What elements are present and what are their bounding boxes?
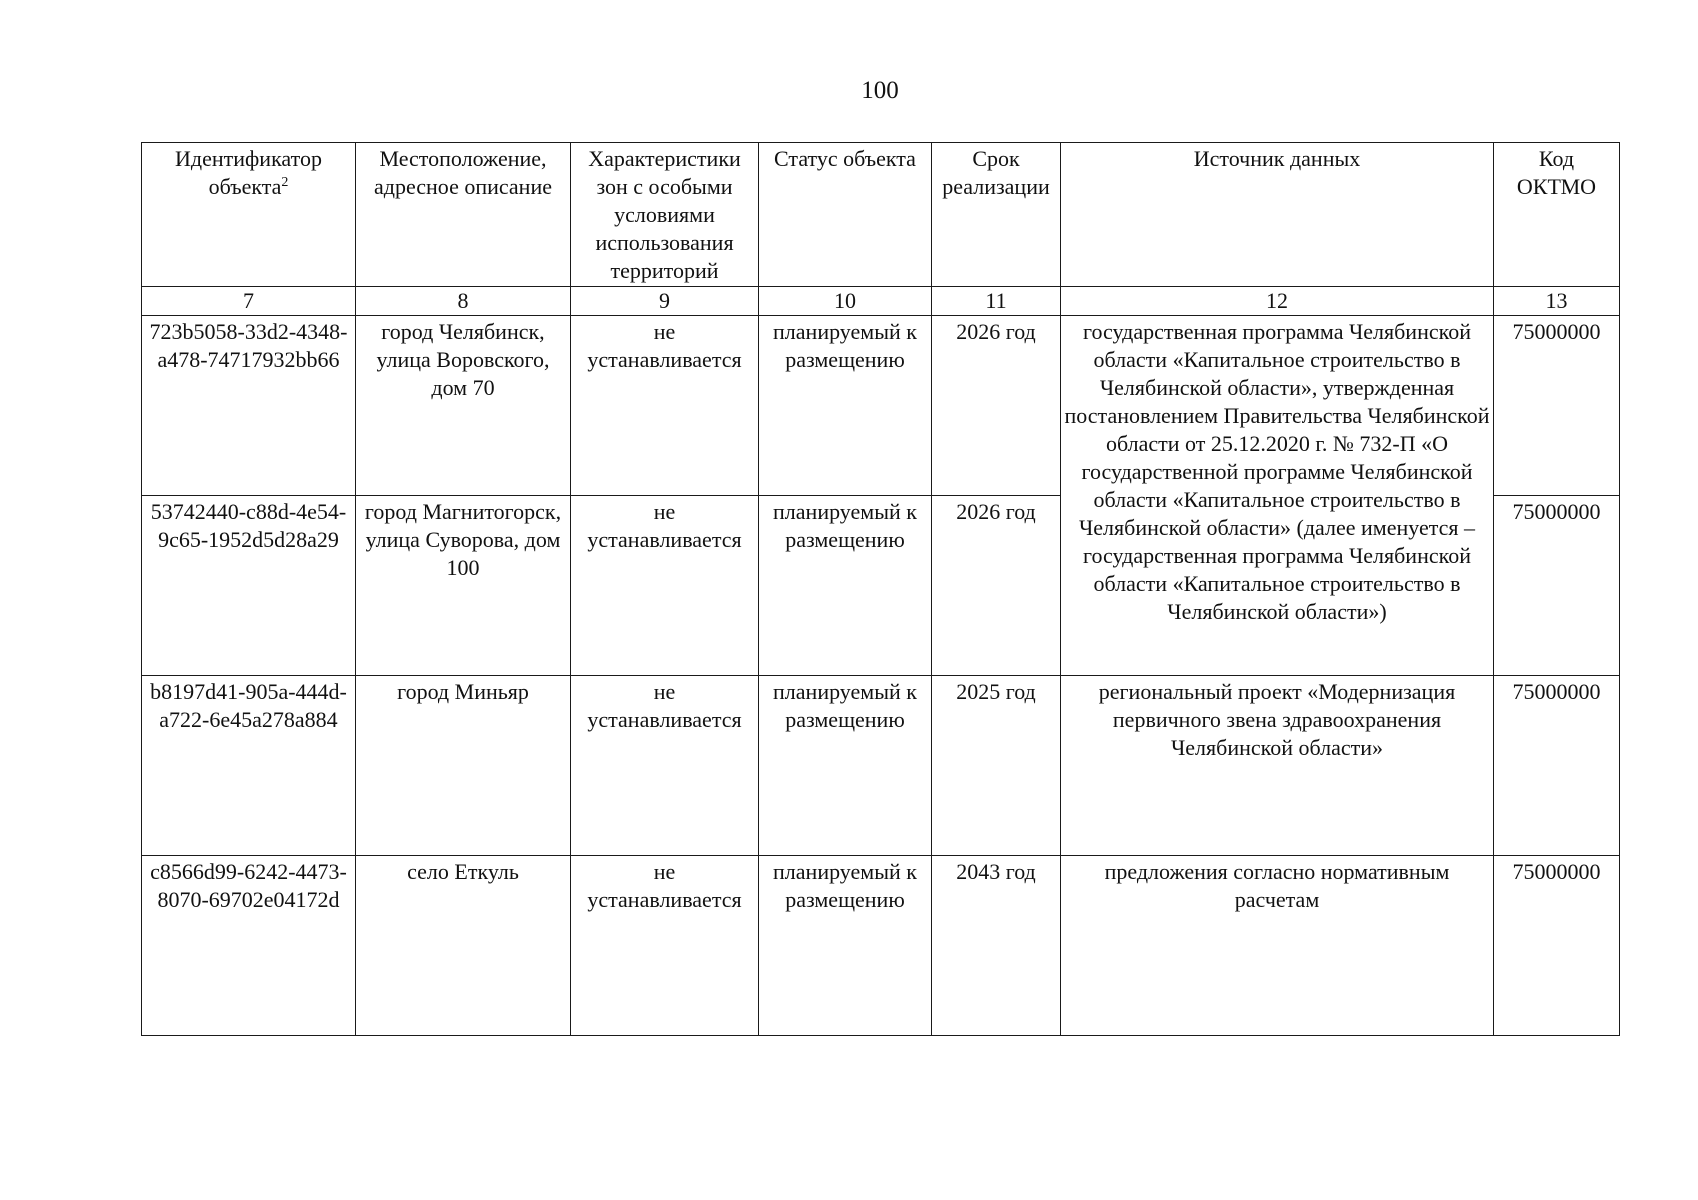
source-cell-merged: государственная программа Челябинской области «Капитальное строительство в Челябинской области», утвержденная постановлением Правительства Челябинской области от 25.12.2020 г. № 732-П «О государственной программе Челябинской области «Капитальное строительство в Челябинской области» (далее именуется – государственная программа Челябинской области «Капитальное строительство в Челябинской области») — [1061, 316, 1494, 676]
object-id-cell: b8197d41-905a-444d-a722-6e45a278a884 — [142, 676, 356, 856]
location-cell: город Челябинск, улица Воровского, дом 70 — [356, 316, 571, 496]
header-zones: Характеристики зон с особыми условиями использования территорий — [571, 143, 759, 287]
table-row — [142, 676, 1620, 856]
term-cell: 2025 год — [932, 676, 1061, 856]
header-term: Срок реализации — [932, 143, 1061, 287]
term-cell: 2043 год — [932, 856, 1061, 1036]
header-location: Местоположение, адресное описание — [356, 143, 571, 287]
term-cell: 2026 год — [932, 316, 1061, 496]
table-row — [142, 856, 1620, 1036]
zones-cell: не устанавливается — [571, 496, 759, 676]
location-cell: город Магнитогорск, улица Суворова, дом 100 — [356, 496, 571, 676]
header-status: Статус объекта — [759, 143, 932, 287]
source-cell: предложения согласно нормативным расчетам — [1061, 856, 1494, 1036]
status-cell: планируемый к размещению — [759, 496, 932, 676]
column-number: 7 — [142, 287, 356, 316]
column-number-row — [142, 287, 1620, 316]
oktmo-cell: 75000000 — [1494, 676, 1620, 856]
column-number: 13 — [1494, 287, 1620, 316]
status-cell: планируемый к размещению — [759, 856, 932, 1036]
term-cell: 2026 год — [932, 496, 1061, 676]
zones-cell: не устанавливается — [571, 856, 759, 1036]
header-object-id: Идентификатор объекта$^2$ — [142, 143, 356, 287]
header-source: Источник данных — [1061, 143, 1494, 287]
objects-table — [141, 142, 1620, 1036]
table-header-row — [142, 143, 1620, 287]
oktmo-cell: 75000000 — [1494, 856, 1620, 1036]
object-id-cell: 53742440-c88d-4e54-9c65-1952d5d28a29 — [142, 496, 356, 676]
page-number: 100 — [861, 77, 899, 104]
column-number: 9 — [571, 287, 759, 316]
location-cell: город Миньяр — [356, 676, 571, 856]
object-id-cell: c8566d99-6242-4473-8070-69702e04172d — [142, 856, 356, 1036]
zones-cell: не устанавливается — [571, 676, 759, 856]
column-number: 8 — [356, 287, 571, 316]
header-oktmo: Код ОКТМО — [1494, 143, 1620, 287]
status-cell: планируемый к размещению — [759, 676, 932, 856]
object-id-cell: 723b5058-33d2-4348-a478-74717932bb66 — [142, 316, 356, 496]
column-number: 10 — [759, 287, 932, 316]
location-cell: село Еткуль — [356, 856, 571, 1036]
column-number: 11 — [932, 287, 1061, 316]
oktmo-cell: 75000000 — [1494, 316, 1620, 496]
zones-cell: не устанавливается — [571, 316, 759, 496]
oktmo-cell: 75000000 — [1494, 496, 1620, 676]
table-row — [142, 316, 1620, 496]
source-cell: региональный проект «Модернизация первичного звена здравоохранения Челябинской области» — [1061, 676, 1494, 856]
column-number: 12 — [1061, 287, 1494, 316]
status-cell: планируемый к размещению — [759, 316, 932, 496]
